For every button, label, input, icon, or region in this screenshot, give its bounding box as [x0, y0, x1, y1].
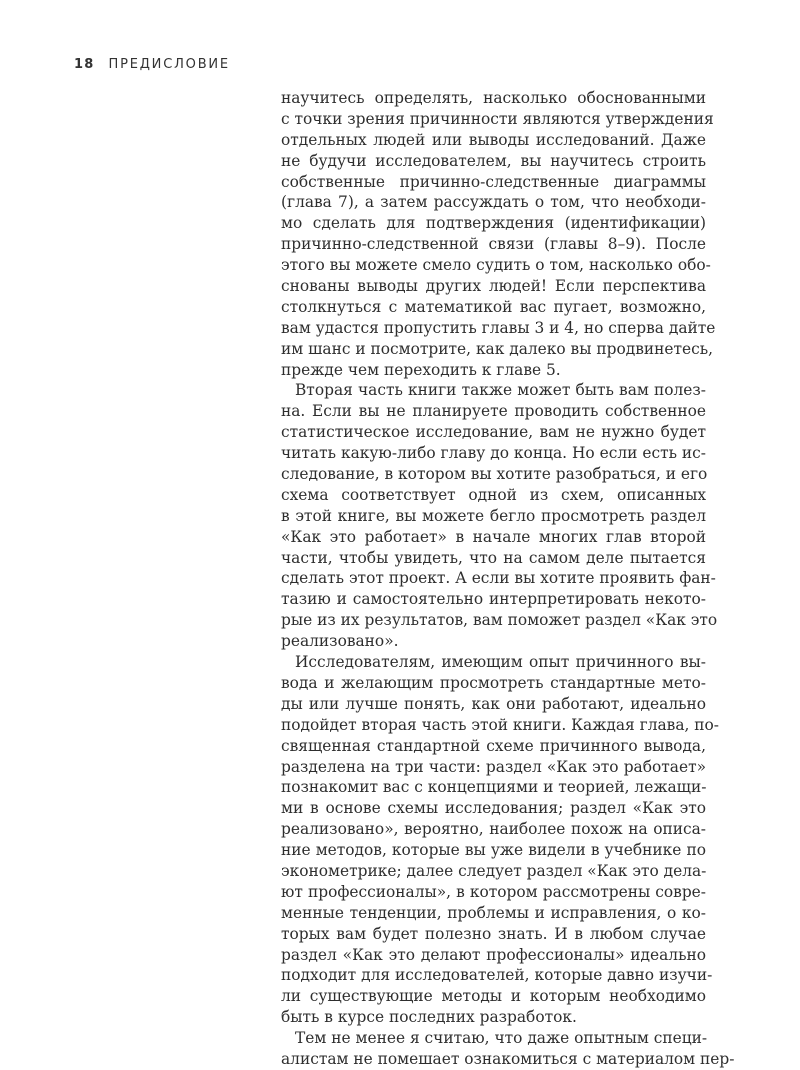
- text-line: ми в основе схемы исследования; раздел «Как это: [281, 799, 706, 818]
- text-line: Тем не менее я считаю, что даже опытным специ-: [295, 1029, 708, 1048]
- text-line: подойдет вторая часть этой книги. Каждая глава, по-: [281, 715, 720, 734]
- text-line: алистам не помешает ознакомиться с материалом пер-: [281, 1049, 735, 1068]
- text-line: следование, в котором вы хотите разобраться, и его: [281, 465, 708, 484]
- text-line: подходит для исследователей, которые давно изучи-: [281, 966, 713, 985]
- text-line: столкнуться с математикой вас пугает, возможно,: [281, 297, 706, 316]
- text-line: отдельных людей или выводы исследований. Даже: [281, 130, 706, 149]
- text-line: реализовано».: [281, 632, 399, 651]
- paragraph: [281, 1028, 735, 1070]
- text-line: снованы выводы других людей! Если перспектива: [281, 277, 706, 296]
- text-line: тазию и самостоятельно интерпретировать некото-: [281, 590, 706, 609]
- page-header: [74, 57, 230, 72]
- text-line: ние методов, которые вы уже видели в учебнике по: [281, 841, 706, 860]
- paragraph: [281, 88, 716, 380]
- text-line: им шанс и посмотрите, как далеко вы продвинетесь,: [281, 339, 714, 358]
- text-line: с точки зрения причинности являются утверждения: [281, 109, 714, 128]
- text-line: «Как это работает» в начале многих глав второй: [281, 527, 706, 546]
- text-line: сделать этот проект. А если вы хотите проявить фан-: [281, 569, 716, 588]
- body-text: [281, 88, 735, 1070]
- page-number: 18: [74, 57, 95, 72]
- text-line: мо сделать для подтверждения (идентификации): [281, 214, 706, 233]
- text-line: разделена на три части: раздел «Как это работает»: [281, 757, 706, 776]
- text-line: прежде чем переходить к главе 5.: [281, 360, 561, 379]
- paragraph: [281, 652, 720, 1028]
- text-line: собственные причинно-следственные диаграммы: [281, 172, 706, 191]
- text-line: читать какую-либо главу до конца. Но если есть ис-: [281, 444, 706, 463]
- text-line: причинно-следственной связи (главы 8–9). После: [281, 235, 706, 254]
- text-line: реализовано», вероятно, наиболее похож на описа-: [281, 820, 706, 839]
- text-line: Исследователям, имеющим опыт причинного вы-: [295, 653, 706, 672]
- paragraph: [281, 380, 718, 652]
- text-line: на. Если вы не планируете проводить собственное: [281, 402, 706, 421]
- text-line: статистическое исследование, вам не нужно будет: [281, 423, 706, 442]
- text-line: части, чтобы увидеть, что на самом деле пытается: [281, 548, 706, 567]
- text-line: схема соответствует одной из схем, описанных: [281, 485, 706, 504]
- text-line: Вторая часть книги также может быть вам полез-: [295, 381, 706, 400]
- text-line: эконометрике; далее следует раздел «Как это дела-: [281, 861, 707, 880]
- text-line: быть в курсе последних разработок.: [281, 1008, 577, 1027]
- text-line: менные тенденции, проблемы и исправления, о ко-: [281, 903, 706, 922]
- text-line: священная стандартной схеме причинного вывода,: [281, 736, 706, 755]
- text-line: ют профессионалы», в котором рассмотрены совре-: [281, 882, 706, 901]
- text-line: ды или лучше понять, как они работают, идеально: [281, 694, 706, 713]
- text-line: вам удастся пропустить главы 3 и 4, но сперва дайте: [281, 318, 716, 337]
- text-line: вода и желающим просмотреть стандартные мето-: [281, 673, 706, 692]
- text-line: в этой книге, вы можете бегло просмотреть раздел: [281, 506, 706, 525]
- text-line: ли существующие методы и которым необходимо: [281, 987, 706, 1006]
- text-line: познакомит вас с концепциями и теорией, лежащи-: [281, 778, 707, 797]
- text-line: не будучи исследователем, вы научитесь строить: [281, 151, 706, 170]
- text-line: торых вам будет полезно знать. И в любом случае: [281, 924, 706, 943]
- text-line: раздел «Как это делают профессионалы» идеально: [281, 945, 706, 964]
- text-line: научитесь определять, насколько обоснованными: [281, 89, 706, 107]
- text-line: рые из их результатов, вам поможет раздел «Как это: [281, 611, 718, 630]
- running-title: ПРЕДИСЛОВИЕ: [108, 57, 230, 72]
- text-line: (глава 7), а затем рассуждать о том, что необходи-: [281, 193, 706, 212]
- text-line: этого вы можете смело судить о том, насколько обо-: [281, 256, 711, 275]
